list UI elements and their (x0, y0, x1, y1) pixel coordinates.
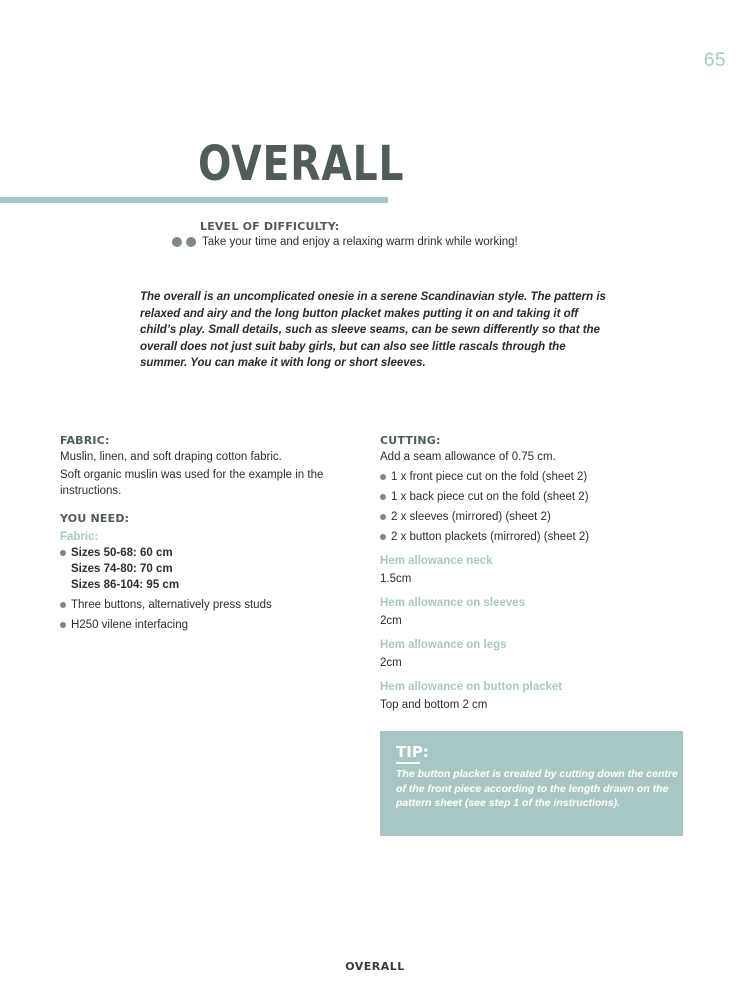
page-title: OVERALL (198, 136, 405, 192)
difficulty-dot-icon (172, 237, 182, 247)
intro-paragraph: The overall is an uncomplicated onesie in a serene Scandinavian style. The pattern is relaxed and airy and the long button placket makes putting it on and taking it off child’s play. Small details, such as sleeve seams, can be sewn differently so that the overall does not just suit baby girls, but can also see little rascals through the summer. You can make it with long or short sleeves. (140, 291, 606, 369)
difficulty-heading: LEVEL OF DIFFICULTY: (200, 220, 340, 233)
cutting-item: 2 x button plackets (mirrored) (sheet 2) (380, 529, 680, 545)
hem-label: Hem allowance on button placket (380, 681, 563, 693)
hem-label: Hem allowance on legs (380, 639, 507, 651)
hem-label: Hem allowance neck (380, 555, 493, 567)
fabric-heading: FABRIC: (60, 434, 110, 447)
hem-value: 2cm (380, 615, 402, 627)
cutting-item: 2 x sleeves (mirrored) (sheet 2) (380, 509, 680, 525)
fabric-line-2: Soft organic muslin was used for the example in the instructions. (60, 469, 324, 497)
title-underline-bar (0, 197, 388, 203)
cutting-item: 1 x back piece cut on the fold (sheet 2) (380, 489, 680, 505)
tip-text: The button placket is created by cutting down the centre of the front piece according to the length drawn on the pattern sheet (see step 1 of the instructions). (396, 768, 678, 809)
cutting-heading: CUTTING: (380, 434, 441, 447)
page-number: 65 (703, 50, 726, 71)
difficulty-text: Take your time and enjoy a relaxing warm drink while working! (202, 236, 518, 248)
size-item: Sizes 50-68: 60 cm (60, 545, 370, 561)
size-item: Sizes 86-104: 95 cm (71, 579, 180, 591)
difficulty-dot-icon (186, 237, 196, 247)
cutting-item: 1 x front piece cut on the fold (sheet 2) (380, 469, 680, 485)
difficulty-section (172, 220, 518, 248)
fabric-line-1: Muslin, linen, and soft draping cotton fabric. (60, 451, 282, 463)
difficulty-row (172, 236, 518, 248)
list-item: Three buttons, alternatively press studs (60, 597, 370, 613)
right-column (380, 433, 680, 713)
sizes-list (60, 545, 370, 593)
left-column (60, 433, 370, 633)
list-item: H250 vilene interfacing (60, 617, 370, 633)
fabric-sublabel: Fabric: (60, 531, 99, 543)
hem-value: Top and bottom 2 cm (380, 699, 488, 711)
hem-value: 1.5cm (380, 573, 412, 585)
footer-title: OVERALL (345, 960, 405, 973)
you-need-heading: YOU NEED: (60, 512, 130, 525)
hem-value: 2cm (380, 657, 402, 669)
tip-box (380, 731, 683, 836)
tip-title: TIP: (396, 743, 429, 761)
cutting-intro: Add a seam allowance of 0.75 cm. (380, 451, 556, 463)
hem-label: Hem allowance on sleeves (380, 597, 526, 609)
size-item: Sizes 74-80: 70 cm (71, 563, 173, 575)
